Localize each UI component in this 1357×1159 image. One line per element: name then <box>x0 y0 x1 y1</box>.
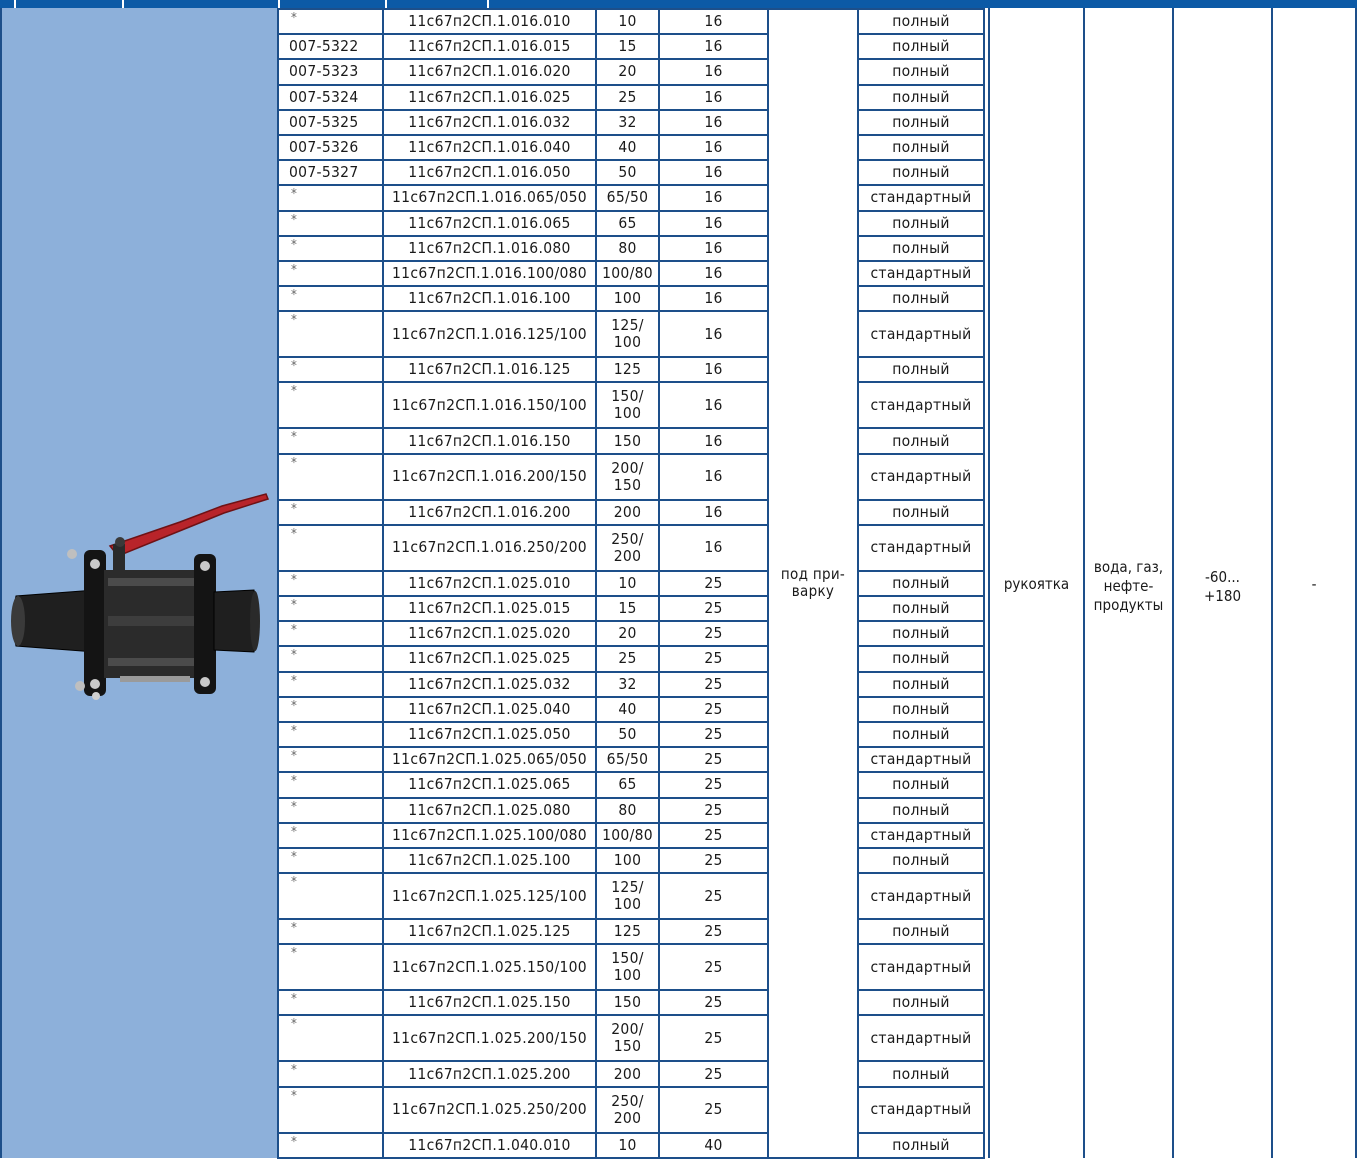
designation: 11с67п2СП.1.016.025 <box>383 85 596 110</box>
nominal-pressure: 16 <box>659 525 768 571</box>
designation: 11с67п2СП.1.025.040 <box>383 697 596 722</box>
table-row <box>278 1015 984 1061</box>
nominal-pressure: 25 <box>659 722 768 747</box>
catalog-code: * <box>278 1061 383 1086</box>
catalog-code: * <box>278 672 383 697</box>
designation: 11с67п2СП.1.025.150/100 <box>383 944 596 990</box>
nominal-diameter: 125 <box>596 919 659 944</box>
medium-line: продукты <box>1093 596 1164 614</box>
bore-type: полный <box>858 919 984 944</box>
nominal-diameter <box>596 1015 659 1061</box>
table-row <box>278 1087 984 1133</box>
nominal-diameter: 15 <box>596 596 659 621</box>
bore-type: полный <box>858 1133 984 1158</box>
nominal-pressure: 25 <box>659 1087 768 1133</box>
nominal-pressure: 16 <box>659 286 768 311</box>
catalog-code: * <box>278 646 383 671</box>
nominal-diameter <box>596 1087 659 1133</box>
bore-type: стандартный <box>858 873 984 919</box>
table-row <box>278 286 984 311</box>
catalog-code: 007-5322 <box>278 34 383 59</box>
nominal-diameter <box>596 382 659 428</box>
bore-type: стандартный <box>858 1015 984 1061</box>
table-row <box>278 722 984 747</box>
nominal-pressure: 25 <box>659 596 768 621</box>
designation: 11с67п2СП.1.025.100/080 <box>383 823 596 848</box>
nominal-pressure: 16 <box>659 261 768 286</box>
nominal-diameter: 80 <box>596 798 659 823</box>
table-row <box>278 697 984 722</box>
nominal-pressure: 16 <box>659 185 768 210</box>
nominal-diameter <box>596 873 659 919</box>
table-row <box>278 135 984 160</box>
nominal-diameter: 15 <box>596 34 659 59</box>
catalog-code: * <box>278 428 383 453</box>
designation: 11с67п2СП.1.025.150 <box>383 990 596 1015</box>
control-type-label: рукоятка <box>1003 575 1070 593</box>
nominal-diameter: 32 <box>596 672 659 697</box>
table-row <box>278 110 984 135</box>
nominal-pressure: 16 <box>659 428 768 453</box>
nominal-diameter: 10 <box>596 571 659 596</box>
catalog-code: 007-5327 <box>278 160 383 185</box>
bore-type: стандартный <box>858 185 984 210</box>
bore-type: стандартный <box>858 454 984 500</box>
diameter-line: 150/ <box>611 949 644 968</box>
catalog-code: * <box>278 747 383 772</box>
diameter-line: 150 <box>613 1037 642 1056</box>
bore-type: стандартный <box>858 311 984 357</box>
nominal-diameter: 150 <box>596 990 659 1015</box>
nominal-pressure: 25 <box>659 798 768 823</box>
catalog-code: * <box>278 571 383 596</box>
bore-type: полный <box>858 236 984 261</box>
bore-type: полный <box>858 85 984 110</box>
catalog-code: * <box>278 286 383 311</box>
bore-type: полный <box>858 772 984 797</box>
designation: 11с67п2СП.1.025.125/100 <box>383 873 596 919</box>
catalog-code: * <box>278 848 383 873</box>
nominal-diameter <box>596 311 659 357</box>
diameter-line: 150/ <box>611 387 644 406</box>
diameter-line: 125/ <box>611 878 644 897</box>
nominal-pressure: 25 <box>659 919 768 944</box>
catalog-code: * <box>278 185 383 210</box>
bore-type: полный <box>858 672 984 697</box>
connection-type <box>768 9 858 1158</box>
table-row <box>278 500 984 525</box>
nominal-pressure: 16 <box>659 135 768 160</box>
nominal-pressure: 25 <box>659 848 768 873</box>
nominal-diameter: 65/50 <box>596 185 659 210</box>
designation: 11с67п2СП.1.025.050 <box>383 722 596 747</box>
table-row <box>278 1061 984 1086</box>
diameter-line: 200 <box>613 546 642 565</box>
bore-type: полный <box>858 596 984 621</box>
nominal-diameter: 40 <box>596 135 659 160</box>
nominal-diameter: 200 <box>596 1061 659 1086</box>
designation: 11с67п2СП.1.016.010 <box>383 9 596 34</box>
designation: 11с67п2СП.1.016.080 <box>383 236 596 261</box>
designation: 11с67п2СП.1.016.040 <box>383 135 596 160</box>
diameter-line: 200/ <box>611 1020 644 1039</box>
designation: 11с67п2СП.1.025.200/150 <box>383 1015 596 1061</box>
nominal-pressure: 16 <box>659 357 768 382</box>
bore-type: полный <box>858 211 984 236</box>
catalog-code: * <box>278 211 383 236</box>
nominal-diameter: 100/80 <box>596 261 659 286</box>
table-row <box>278 34 984 59</box>
nominal-pressure: 16 <box>659 9 768 34</box>
table-row <box>278 646 984 671</box>
nominal-pressure: 16 <box>659 311 768 357</box>
nominal-pressure: 16 <box>659 211 768 236</box>
nominal-diameter: 100/80 <box>596 823 659 848</box>
spec-table <box>277 8 985 1159</box>
table-row <box>278 185 984 210</box>
table-row <box>278 944 984 990</box>
catalog-code: * <box>278 525 383 571</box>
temp-line: -60... <box>1205 568 1240 586</box>
table-row <box>278 261 984 286</box>
catalog-code: 007-5324 <box>278 85 383 110</box>
nominal-diameter: 80 <box>596 236 659 261</box>
designation: 11с67п2СП.1.025.100 <box>383 848 596 873</box>
bore-type: стандартный <box>858 747 984 772</box>
designation: 11с67п2СП.1.016.100 <box>383 286 596 311</box>
nominal-diameter: 100 <box>596 848 659 873</box>
designation: 11с67п2СП.1.025.080 <box>383 798 596 823</box>
bore-type: полный <box>858 135 984 160</box>
table-row <box>278 59 984 84</box>
nominal-diameter: 20 <box>596 59 659 84</box>
designation: 11с67п2СП.1.025.032 <box>383 672 596 697</box>
bore-type: полный <box>858 34 984 59</box>
designation: 11с67п2СП.1.025.200 <box>383 1061 596 1086</box>
catalog-code: * <box>278 697 383 722</box>
diameter-line: 200 <box>613 1108 642 1127</box>
table-row <box>278 823 984 848</box>
connection-line: под при- <box>780 565 846 584</box>
catalog-code: * <box>278 596 383 621</box>
bore-type: полный <box>858 571 984 596</box>
bore-type: полный <box>858 848 984 873</box>
designation: 11с67п2СП.1.016.065 <box>383 211 596 236</box>
medium-line: вода, газ, <box>1093 558 1164 576</box>
diameter-line: 100 <box>613 895 642 914</box>
table-row <box>278 596 984 621</box>
nominal-diameter <box>596 454 659 500</box>
nominal-pressure: 16 <box>659 34 768 59</box>
diameter-line: 250/ <box>611 529 644 548</box>
nominal-pressure: 16 <box>659 500 768 525</box>
table-row <box>278 772 984 797</box>
catalog-code: * <box>278 621 383 646</box>
nominal-pressure: 25 <box>659 621 768 646</box>
ball-valve-icon <box>10 486 272 711</box>
nominal-pressure: 25 <box>659 672 768 697</box>
designation: 11с67п2СП.1.016.020 <box>383 59 596 84</box>
catalog-code: * <box>278 261 383 286</box>
nominal-pressure: 25 <box>659 823 768 848</box>
bore-type: полный <box>858 621 984 646</box>
catalog-code: * <box>278 454 383 500</box>
nominal-pressure: 25 <box>659 747 768 772</box>
designation: 11с67п2СП.1.016.250/200 <box>383 525 596 571</box>
nominal-diameter: 125 <box>596 357 659 382</box>
nominal-diameter: 25 <box>596 85 659 110</box>
nominal-diameter: 20 <box>596 621 659 646</box>
diameter-line: 250/ <box>611 1091 644 1110</box>
catalog-code: * <box>278 944 383 990</box>
catalog-code: * <box>278 823 383 848</box>
nominal-diameter: 65 <box>596 772 659 797</box>
nominal-diameter: 10 <box>596 1133 659 1158</box>
catalog-code: * <box>278 311 383 357</box>
nominal-diameter: 65 <box>596 211 659 236</box>
medium-line: нефте- <box>1103 577 1154 595</box>
nominal-pressure: 25 <box>659 873 768 919</box>
bore-type: полный <box>858 798 984 823</box>
bore-type: стандартный <box>858 261 984 286</box>
nominal-pressure: 25 <box>659 1015 768 1061</box>
table-row <box>278 571 984 596</box>
extra-value-label: - <box>1311 575 1317 593</box>
catalog-code: * <box>278 873 383 919</box>
table-row <box>278 919 984 944</box>
diameter-line: 125/ <box>611 316 644 335</box>
nominal-pressure: 25 <box>659 944 768 990</box>
temp-line: +180 <box>1203 587 1242 605</box>
working-medium <box>1085 558 1172 615</box>
bore-type: стандартный <box>858 823 984 848</box>
nominal-diameter: 50 <box>596 160 659 185</box>
diameter-line: 200/ <box>611 458 644 477</box>
bore-type: полный <box>858 697 984 722</box>
catalog-code: 007-5326 <box>278 135 383 160</box>
table-row <box>278 311 984 357</box>
catalog-code: * <box>278 990 383 1015</box>
nominal-diameter: 50 <box>596 722 659 747</box>
table-row <box>278 211 984 236</box>
designation: 11с67п2СП.1.016.032 <box>383 110 596 135</box>
table-row <box>278 990 984 1015</box>
designation: 11с67п2СП.1.016.125/100 <box>383 311 596 357</box>
catalog-code: * <box>278 798 383 823</box>
nominal-pressure: 25 <box>659 646 768 671</box>
nominal-diameter: 150 <box>596 428 659 453</box>
designation: 11с67п2СП.1.025.015 <box>383 596 596 621</box>
nominal-pressure: 16 <box>659 454 768 500</box>
designation: 11с67п2СП.1.025.020 <box>383 621 596 646</box>
table-row <box>278 747 984 772</box>
nominal-pressure: 16 <box>659 160 768 185</box>
nominal-diameter: 32 <box>596 110 659 135</box>
diameter-line: 100 <box>613 333 642 352</box>
bore-type: стандартный <box>858 1087 984 1133</box>
designation: 11с67п2СП.1.016.150 <box>383 428 596 453</box>
nominal-diameter: 40 <box>596 697 659 722</box>
nominal-diameter: 100 <box>596 286 659 311</box>
connection-line: варку <box>791 582 835 601</box>
nominal-pressure: 40 <box>659 1133 768 1158</box>
temperature-range <box>1174 568 1271 606</box>
catalog-code: * <box>278 357 383 382</box>
nominal-diameter: 65/50 <box>596 747 659 772</box>
catalog-code: * <box>278 9 383 34</box>
bore-type: стандартный <box>858 525 984 571</box>
bore-type: полный <box>858 160 984 185</box>
designation: 11с67п2СП.1.025.125 <box>383 919 596 944</box>
bore-type: полный <box>858 9 984 34</box>
catalog-code: * <box>278 919 383 944</box>
catalog-code: * <box>278 772 383 797</box>
designation: 11с67п2СП.1.016.200/150 <box>383 454 596 500</box>
spec-table-body <box>278 9 984 1158</box>
nominal-pressure: 16 <box>659 236 768 261</box>
catalog-code: * <box>278 382 383 428</box>
designation: 11с67п2СП.1.040.010 <box>383 1133 596 1158</box>
nominal-pressure: 16 <box>659 382 768 428</box>
bore-type: стандартный <box>858 944 984 990</box>
designation: 11с67п2СП.1.016.050 <box>383 160 596 185</box>
table-row <box>278 428 984 453</box>
catalog-code: * <box>278 236 383 261</box>
designation: 11с67п2СП.1.025.010 <box>383 571 596 596</box>
bore-type: полный <box>858 59 984 84</box>
bore-type: полный <box>858 357 984 382</box>
catalog-code: * <box>278 1015 383 1061</box>
table-row <box>278 454 984 500</box>
designation: 11с67п2СП.1.016.065/050 <box>383 185 596 210</box>
nominal-diameter: 200 <box>596 500 659 525</box>
diameter-line: 150 <box>613 475 642 494</box>
nominal-diameter <box>596 525 659 571</box>
bore-type: полный <box>858 286 984 311</box>
nominal-pressure: 16 <box>659 85 768 110</box>
designation: 11с67п2СП.1.016.015 <box>383 34 596 59</box>
table-row <box>278 525 984 571</box>
table-row <box>278 848 984 873</box>
designation: 11с67п2СП.1.016.125 <box>383 357 596 382</box>
catalog-code: * <box>278 722 383 747</box>
bore-type: полный <box>858 722 984 747</box>
table-row <box>278 1133 984 1158</box>
table-row <box>278 9 984 34</box>
designation: 11с67п2СП.1.016.150/100 <box>383 382 596 428</box>
catalog-code: * <box>278 500 383 525</box>
nominal-pressure: 16 <box>659 110 768 135</box>
table-row <box>278 160 984 185</box>
designation: 11с67п2СП.1.016.100/080 <box>383 261 596 286</box>
table-row <box>278 873 984 919</box>
nominal-pressure: 16 <box>659 59 768 84</box>
extra-value <box>1273 575 1355 593</box>
catalog-code: * <box>278 1087 383 1133</box>
designation: 11с67п2СП.1.025.250/200 <box>383 1087 596 1133</box>
nominal-pressure: 25 <box>659 1061 768 1086</box>
bore-type: полный <box>858 110 984 135</box>
nominal-pressure: 25 <box>659 697 768 722</box>
nominal-diameter: 10 <box>596 9 659 34</box>
designation: 11с67п2СП.1.016.200 <box>383 500 596 525</box>
table-row <box>278 382 984 428</box>
nominal-pressure: 25 <box>659 990 768 1015</box>
nominal-pressure: 25 <box>659 571 768 596</box>
header-bar <box>0 0 1357 8</box>
table-row <box>278 672 984 697</box>
designation: 11с67п2СП.1.025.025 <box>383 646 596 671</box>
nominal-pressure: 25 <box>659 772 768 797</box>
diameter-line: 100 <box>613 404 642 423</box>
designation: 11с67п2СП.1.025.065/050 <box>383 747 596 772</box>
control-type <box>990 575 1083 593</box>
nominal-diameter: 25 <box>596 646 659 671</box>
catalog-code: 007-5325 <box>278 110 383 135</box>
bore-type: полный <box>858 428 984 453</box>
bore-type: полный <box>858 990 984 1015</box>
bore-type: полный <box>858 646 984 671</box>
catalog-code: * <box>278 1133 383 1158</box>
bore-type: полный <box>858 1061 984 1086</box>
diameter-line: 100 <box>613 966 642 985</box>
product-photo-column <box>0 8 277 1158</box>
catalog-code: 007-5323 <box>278 59 383 84</box>
table-row <box>278 85 984 110</box>
bore-type: стандартный <box>858 382 984 428</box>
designation: 11с67п2СП.1.025.065 <box>383 772 596 797</box>
table-row <box>278 621 984 646</box>
table-row <box>278 236 984 261</box>
bore-type: полный <box>858 500 984 525</box>
table-row <box>278 798 984 823</box>
table-row <box>278 357 984 382</box>
nominal-diameter <box>596 944 659 990</box>
